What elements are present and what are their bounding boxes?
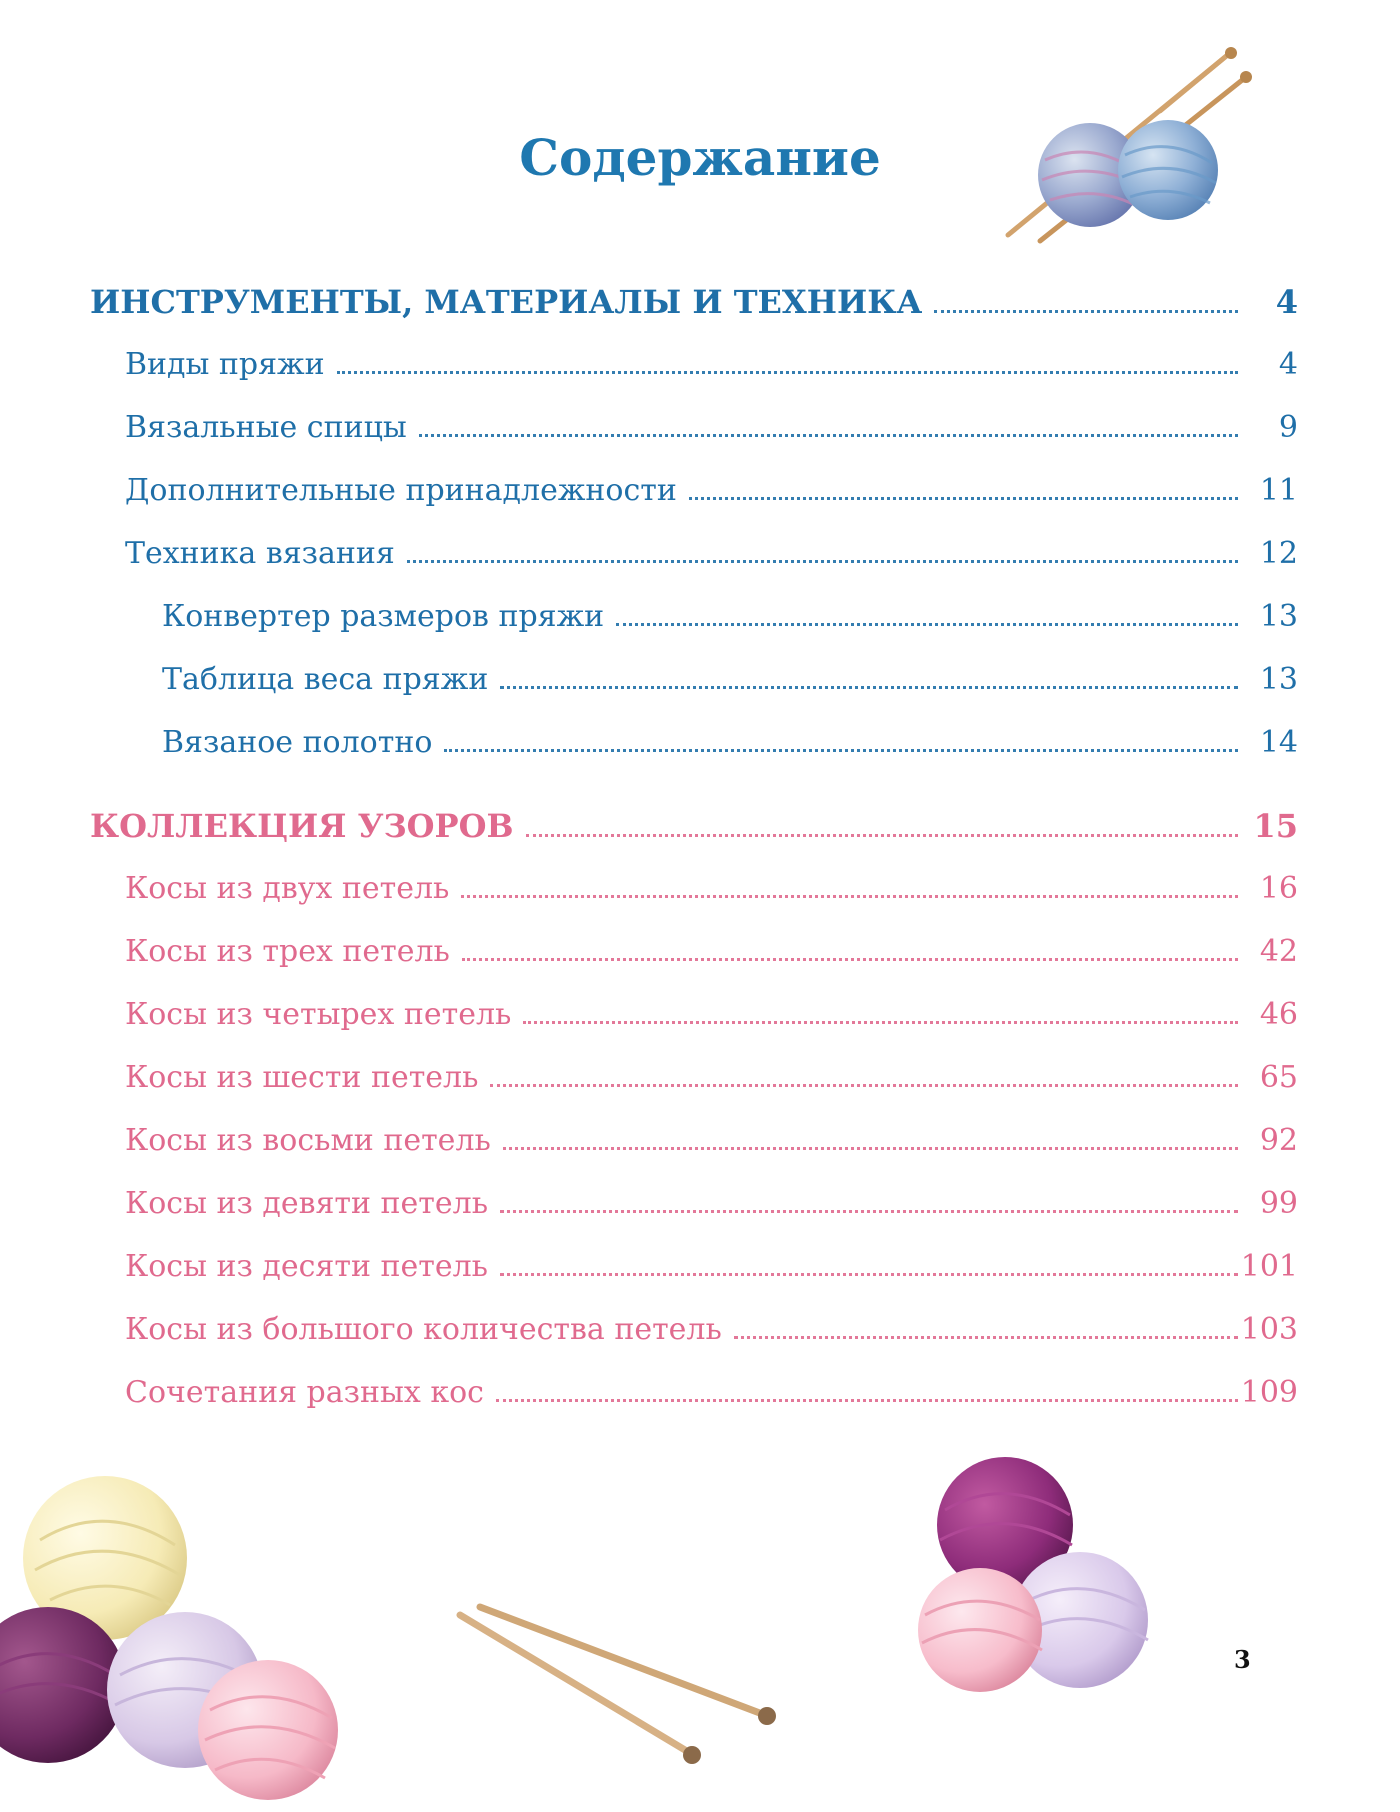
toc-leader-dots [496, 1399, 1238, 1402]
toc-leader-dots [500, 686, 1238, 689]
toc-page-number: 13 [1259, 662, 1298, 697]
toc-leader-dots [407, 560, 1238, 563]
toc-entry[interactable] [125, 869, 1298, 909]
toc-page-number: 11 [1259, 473, 1298, 508]
toc-leader-dots [461, 895, 1238, 898]
toc-entry[interactable] [125, 1058, 1298, 1098]
toc-entry[interactable] [125, 471, 1298, 511]
toc-page-number: 101 [1240, 1249, 1298, 1284]
toc-entry[interactable] [125, 1184, 1298, 1224]
toc-label: Косы из большого количества петель [125, 1312, 722, 1347]
toc-label: КОЛЛЕКЦИЯ УЗОРОВ [90, 807, 514, 845]
toc-label: Косы из девяти петель [125, 1186, 489, 1221]
toc-leader-dots [444, 749, 1238, 752]
toc-page-number: 4 [1275, 283, 1298, 321]
toc-label: Косы из двух петель [125, 871, 450, 906]
toc-page-number: 42 [1259, 934, 1298, 969]
toc-leader-dots [734, 1336, 1238, 1339]
toc-label: Сочетания разных кос [125, 1375, 484, 1410]
toc-entry[interactable] [125, 1121, 1298, 1161]
toc-label: Косы из трех петель [125, 934, 450, 969]
toc-label: ИНСТРУМЕНТЫ, МАТЕРИАЛЫ И ТЕХНИКА [90, 283, 923, 321]
toc-page-number: 65 [1259, 1060, 1298, 1095]
toc-entry[interactable] [125, 995, 1298, 1035]
toc-page-number: 46 [1259, 997, 1298, 1032]
toc-leader-dots [689, 497, 1238, 500]
toc-leader-dots [419, 434, 1238, 437]
toc-entry[interactable] [125, 345, 1298, 385]
toc-label: Вязаное полотно [162, 725, 433, 760]
toc-label: Косы из восьми петель [125, 1123, 491, 1158]
toc-entry[interactable] [125, 534, 1298, 574]
toc-page-number: 4 [1278, 347, 1298, 382]
toc-subentry[interactable] [162, 723, 1298, 763]
toc-leader-dots [462, 958, 1238, 961]
toc-leader-dots [523, 1021, 1238, 1024]
toc-label: Косы из четырех петель [125, 997, 512, 1032]
toc-label: Техника вязания [125, 536, 395, 571]
toc-subentry[interactable] [162, 597, 1298, 637]
toc-page-number: 15 [1253, 807, 1298, 845]
toc-section-heading-patterns[interactable] [90, 806, 1298, 846]
page-number: 3 [1234, 1645, 1251, 1674]
toc-label: Косы из шести петель [125, 1060, 479, 1095]
toc-label: Таблица веса пряжи [162, 662, 489, 697]
toc-leader-dots [616, 623, 1238, 626]
toc-label: Виды пряжи [125, 347, 325, 382]
toc-page-number: 13 [1259, 599, 1298, 634]
toc-page-number: 92 [1259, 1123, 1298, 1158]
toc-label: Конвертер размеров пряжи [162, 599, 605, 634]
toc-label: Косы из десяти петель [125, 1249, 488, 1284]
toc-page-number: 99 [1259, 1186, 1298, 1221]
toc-entry[interactable] [125, 1247, 1298, 1287]
toc-entry[interactable] [125, 1310, 1298, 1350]
yarn-balls-left-illustration [0, 1460, 340, 1812]
toc-subentry[interactable] [162, 660, 1298, 700]
toc-leader-dots [503, 1147, 1238, 1150]
toc-leader-dots [934, 310, 1238, 313]
toc-leader-dots [500, 1210, 1238, 1213]
toc-entry[interactable] [125, 408, 1298, 448]
toc-page-number: 12 [1259, 536, 1298, 571]
toc-leader-dots [500, 1273, 1238, 1276]
toc-page-number: 103 [1240, 1312, 1298, 1347]
toc-section-heading-tools[interactable] [90, 282, 1298, 322]
toc-leader-dots [526, 834, 1239, 837]
toc-label: Дополнительные принадлежности [125, 473, 677, 508]
toc-page-number: 109 [1240, 1375, 1298, 1410]
knitting-needles-illustration [440, 1595, 800, 1765]
toc-label: Вязальные спицы [125, 410, 407, 445]
toc-leader-dots [337, 371, 1238, 374]
page-title: Содержание [519, 128, 881, 187]
toc-entry[interactable] [125, 1373, 1298, 1413]
toc-leader-dots [490, 1084, 1238, 1087]
toc-entry[interactable] [125, 932, 1298, 972]
yarn-balls-right-illustration [880, 1455, 1180, 1695]
toc-page-number: 9 [1278, 410, 1298, 445]
toc-page-number: 16 [1259, 871, 1298, 906]
yarn-needles-top-illustration [1000, 45, 1260, 245]
toc-page-number: 14 [1259, 725, 1298, 760]
